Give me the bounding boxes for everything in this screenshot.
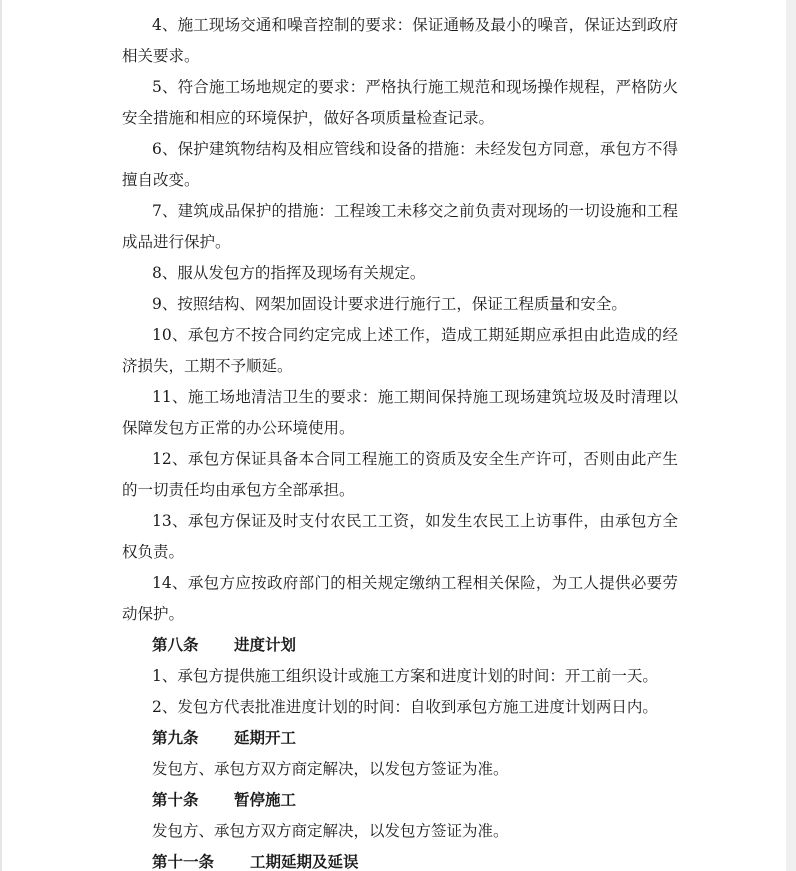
clause-8: 8、服从发包方的指挥及现场有关规定。 (152, 264, 426, 282)
article-11-number: 第十一条 (152, 853, 215, 871)
page-left-edge (0, 0, 2, 871)
document-page (122, 10, 678, 871)
clause-12: 12、承包方保证具备本合同工程施工的资质及安全生产许可，否则由此产生的一切责任均由承包方全部承担。 (122, 450, 678, 499)
clause-5: 5、符合施工场地规定的要求：严格执行施工规范和现场操作规程，严格防火安全措施和相应的环境保护，做好各项质量检查记录。 (122, 78, 678, 127)
clause-11: 11、施工场地清洁卫生的要求：施工期间保持施工现场建筑垃圾及时清理以保障发包方正常的办公环境使用。 (122, 388, 678, 437)
clause-10: 10、承包方不按合同约定完成上述工作，造成工期延期应承担由此造成的经济损失，工期不予顺延。 (122, 326, 678, 375)
clause-6: 6、保护建筑物结构及相应管线和设备的措施：未经发包方同意，承包方不得擅自改变。 (122, 140, 678, 189)
article-8-number: 第八条 (152, 636, 199, 654)
article-8-item-2: 2、发包方代表批准进度计划的时间：自收到承包方施工进度计划两日内。 (152, 698, 658, 716)
article-10-number: 第十条 (152, 791, 199, 809)
clause-7: 7、建筑成品保护的措施：工程竣工未移交之前负责对现场的一切设施和工程成品进行保护。 (122, 202, 678, 251)
clause-13: 13、承包方保证及时支付农民工工资，如发生农民工上访事件，由承包方全权负责。 (122, 512, 678, 561)
article-9-title: 延期开工 (234, 729, 297, 747)
article-10-heading (122, 785, 678, 816)
article-11-title: 工期延期及延误 (250, 853, 359, 871)
article-9-text: 发包方、承包方双方商定解决，以发包方签证为准。 (152, 760, 509, 778)
article-9-heading (122, 723, 678, 754)
article-8-item-1: 1、承包方提供施工组织设计或施工方案和进度计划的时间：开工前一天。 (152, 667, 658, 685)
clause-14: 14、承包方应按政府部门的相关规定缴纳工程相关保险，为工人提供必要劳动保护。 (122, 574, 678, 623)
article-9-number: 第九条 (152, 729, 199, 747)
article-11-heading (122, 847, 678, 871)
clause-9: 9、按照结构、网架加固设计要求进行施行工，保证工程质量和安全。 (152, 295, 627, 313)
page-right-edge (786, 0, 796, 871)
clause-4: 4、施工现场交通和噪音控制的要求：保证通畅及最小的噪音，保证达到政府相关要求。 (122, 16, 678, 65)
article-8-title: 进度计划 (234, 636, 297, 654)
article-10-title: 暂停施工 (234, 791, 297, 809)
article-8-heading (122, 630, 678, 661)
article-10-text: 发包方、承包方双方商定解决，以发包方签证为准。 (152, 822, 509, 840)
